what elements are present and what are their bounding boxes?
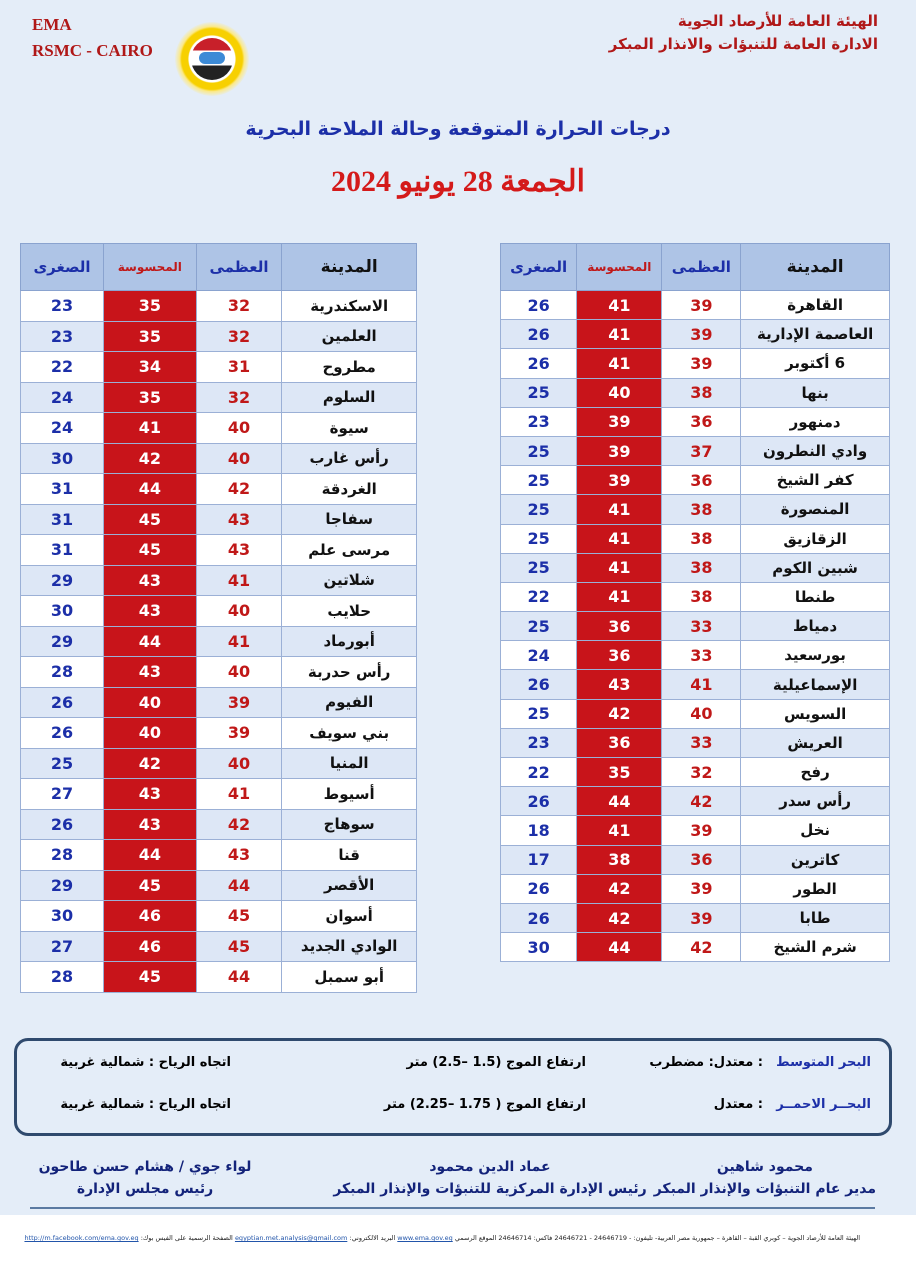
cell-city: دمياط (741, 612, 890, 641)
cell-feels: 35 (104, 291, 197, 322)
signature-name: محمود شاهين (716, 1159, 813, 1175)
cell-city: مطروح (282, 352, 417, 383)
cell-min: 29 (21, 565, 104, 596)
cell-max: 39 (662, 816, 741, 845)
cell-city: طنطا (741, 582, 890, 611)
cell-feels: 44 (104, 626, 197, 657)
cell-feels: 42 (104, 748, 197, 779)
cell-feels: 40 (104, 687, 197, 718)
cell-min: 24 (501, 641, 577, 670)
cell-city: الفيوم (282, 687, 417, 718)
cell-min: 26 (501, 787, 577, 816)
cell-min: 26 (21, 809, 104, 840)
table-row (501, 407, 890, 436)
col-max: العظمى (196, 244, 282, 291)
cell-max: 41 (196, 565, 282, 596)
cell-feels: 40 (577, 378, 662, 407)
cell-feels: 36 (577, 612, 662, 641)
table-row (501, 553, 890, 582)
cell-feels: 45 (104, 535, 197, 566)
cell-feels: 41 (577, 349, 662, 378)
cell-max: 40 (196, 748, 282, 779)
cell-feels: 35 (577, 758, 662, 787)
wave-height: ارتفاع الموج (1.5 –2.5) متر (406, 1055, 586, 1070)
cell-max: 39 (662, 320, 741, 349)
cell-feels: 41 (577, 291, 662, 320)
cell-feels: 42 (577, 903, 662, 932)
table-row (21, 718, 417, 749)
cell-city: أسوان (282, 901, 417, 932)
email-label: البريد الالكتروني: (349, 1234, 396, 1242)
divider (30, 1207, 875, 1209)
cell-min: 25 (501, 612, 577, 641)
table-row (21, 596, 417, 627)
footer-address: الهيئة العامة للأرصاد الجوية – كوبري القبة – القاهرة – جمهورية مصر العربية- تليفون: - 24646719 - 24646721 فاكس: 24646714 الموقع الرسمي (454, 1234, 860, 1242)
page-title: درجات الحرارة المتوقعة وحالة الملاحة البحرية (245, 118, 671, 140)
cell-feels: 43 (577, 670, 662, 699)
table-row (21, 901, 417, 932)
cell-city: سفاجا (282, 504, 417, 535)
cell-max: 33 (662, 728, 741, 757)
cell-min: 26 (501, 349, 577, 378)
table-row (21, 504, 417, 535)
table-row (21, 840, 417, 871)
sea-name: البحــر الاحمــر (776, 1097, 871, 1112)
table-row (21, 779, 417, 810)
table-row (21, 748, 417, 779)
signature-2 (320, 1156, 660, 1200)
cell-feels: 39 (577, 407, 662, 436)
table-row (501, 436, 890, 465)
table-row (501, 524, 890, 553)
cell-city: رفح (741, 758, 890, 787)
table-row (21, 809, 417, 840)
cell-city: أسيوط (282, 779, 417, 810)
cell-min: 30 (501, 933, 577, 962)
wind-direction: اتجاه الرياح : شمالية غربية (60, 1097, 231, 1112)
table-row (501, 903, 890, 932)
cell-max: 36 (662, 407, 741, 436)
ema-logo (175, 22, 249, 96)
cell-min: 23 (501, 728, 577, 757)
cell-city: نخل (741, 816, 890, 845)
table-row (501, 787, 890, 816)
sea-state: : معتدل (713, 1097, 763, 1112)
cell-min: 28 (21, 657, 104, 688)
temperature-table-left (20, 243, 417, 993)
cell-feels: 38 (577, 845, 662, 874)
cell-max: 38 (662, 378, 741, 407)
cell-min: 30 (21, 443, 104, 474)
email-link[interactable]: egyptian.met.analysis@gmail.com (234, 1234, 348, 1242)
footer-contact (24, 1234, 860, 1242)
website-link[interactable]: www.ema.gov.eg (397, 1234, 453, 1242)
cell-feels: 41 (577, 582, 662, 611)
cell-min: 28 (21, 840, 104, 871)
table-row (501, 349, 890, 378)
cell-min: 24 (21, 382, 104, 413)
cell-feels: 46 (104, 931, 197, 962)
cell-max: 40 (196, 596, 282, 627)
cell-feels: 41 (577, 495, 662, 524)
cell-max: 32 (196, 321, 282, 352)
org-line-1: الهيئة العامة للأرصاد الجوية (677, 12, 878, 30)
cell-max: 36 (662, 466, 741, 495)
table-row (21, 352, 417, 383)
cell-max: 42 (196, 474, 282, 505)
cell-city: قنا (282, 840, 417, 871)
cell-feels: 35 (104, 382, 197, 413)
cell-min: 26 (501, 291, 577, 320)
cell-feels: 44 (104, 474, 197, 505)
cell-feels: 42 (577, 874, 662, 903)
sea-row-mediterranean (35, 1055, 871, 1075)
cell-min: 25 (501, 436, 577, 465)
cell-city: الوادي الجديد (282, 931, 417, 962)
col-city: المدينة (282, 244, 417, 291)
cell-city: سيوة (282, 413, 417, 444)
cell-min: 26 (501, 874, 577, 903)
cell-max: 43 (196, 504, 282, 535)
cell-city: طابا (741, 903, 890, 932)
cell-max: 41 (196, 626, 282, 657)
cell-city: الإسماعيلية (741, 670, 890, 699)
col-feels: المحسوسة (577, 244, 662, 291)
cell-feels: 42 (577, 699, 662, 728)
cell-min: 31 (21, 474, 104, 505)
signature-1 (654, 1156, 876, 1200)
cell-max: 40 (196, 443, 282, 474)
org-line-2: الادارة العامة للتنبؤات والانذار المبكر (608, 35, 878, 53)
cell-city: 6 أكتوبر (741, 349, 890, 378)
cell-city: دمنهور (741, 407, 890, 436)
cell-feels: 40 (104, 718, 197, 749)
cell-max: 39 (662, 903, 741, 932)
wind-direction: اتجاه الرياح : شمالية غربية (60, 1055, 231, 1070)
table-row (501, 641, 890, 670)
cell-min: 24 (21, 413, 104, 444)
cell-feels: 41 (577, 816, 662, 845)
table-row (21, 962, 417, 993)
cell-min: 25 (501, 495, 577, 524)
cell-max: 38 (662, 582, 741, 611)
cell-max: 38 (662, 524, 741, 553)
cell-feels: 45 (104, 962, 197, 993)
cell-city: الطور (741, 874, 890, 903)
col-min: الصغرى (501, 244, 577, 291)
cell-feels: 43 (104, 809, 197, 840)
col-min: الصغرى (21, 244, 104, 291)
cell-max: 40 (662, 699, 741, 728)
cell-min: 26 (501, 903, 577, 932)
cell-min: 27 (21, 931, 104, 962)
table-row (501, 378, 890, 407)
cell-max: 33 (662, 612, 741, 641)
cell-city: كفر الشيخ (741, 466, 890, 495)
cell-city: أبورماد (282, 626, 417, 657)
cell-min: 22 (21, 352, 104, 383)
table-row (21, 657, 417, 688)
cell-max: 39 (662, 874, 741, 903)
cell-city: السلوم (282, 382, 417, 413)
cell-max: 39 (662, 349, 741, 378)
forecast-date: الجمعة 28 يونيو 2024 (331, 165, 585, 198)
cell-feels: 39 (577, 466, 662, 495)
cell-feels: 39 (577, 436, 662, 465)
table-row (21, 474, 417, 505)
table-row (21, 870, 417, 901)
cell-max: 41 (196, 779, 282, 810)
rsmc-text: RSMC - CAIRO (32, 41, 153, 60)
cell-feels: 44 (577, 933, 662, 962)
cell-min: 30 (21, 901, 104, 932)
cell-city: القاهرة (741, 291, 890, 320)
table-row (21, 413, 417, 444)
cell-city: المنصورة (741, 495, 890, 524)
cell-min: 22 (501, 758, 577, 787)
cell-min: 25 (501, 378, 577, 407)
cell-max: 39 (662, 291, 741, 320)
cell-city: رأس سدر (741, 787, 890, 816)
table-row (21, 687, 417, 718)
cell-city: شرم الشيخ (741, 933, 890, 962)
cell-min: 25 (501, 524, 577, 553)
cell-feels: 45 (104, 504, 197, 535)
cell-city: شبين الكوم (741, 553, 890, 582)
cell-min: 31 (21, 535, 104, 566)
table-row (21, 626, 417, 657)
cell-min: 23 (501, 407, 577, 436)
cell-max: 36 (662, 845, 741, 874)
cell-city: المنيا (282, 748, 417, 779)
cell-min: 25 (501, 699, 577, 728)
cell-city: الاسكندرية (282, 291, 417, 322)
table-row (501, 582, 890, 611)
cell-city: رأس حدربة (282, 657, 417, 688)
table-row (501, 816, 890, 845)
ema-label (32, 12, 153, 64)
cell-max: 32 (196, 291, 282, 322)
table-row (501, 758, 890, 787)
cell-max: 41 (662, 670, 741, 699)
col-feels: المحسوسة (104, 244, 197, 291)
cell-max: 39 (196, 718, 282, 749)
cell-feels: 43 (104, 779, 197, 810)
cell-feels: 45 (104, 870, 197, 901)
signature-title: مدير عام التنبؤات والإنذار المبكر (653, 1181, 876, 1197)
cell-max: 39 (196, 687, 282, 718)
cell-max: 40 (196, 657, 282, 688)
cell-city: رأس غارب (282, 443, 417, 474)
cell-city: الأقصر (282, 870, 417, 901)
table-row (501, 612, 890, 641)
table-row (501, 320, 890, 349)
sea-state: : معتدل: مضطرب (649, 1055, 763, 1070)
cell-city: الغردقة (282, 474, 417, 505)
cell-feels: 44 (577, 787, 662, 816)
cell-min: 25 (21, 748, 104, 779)
cell-max: 32 (196, 382, 282, 413)
cell-feels: 41 (577, 524, 662, 553)
sea-name: البحر المتوسط (776, 1055, 871, 1070)
cell-min: 28 (21, 962, 104, 993)
cell-feels: 35 (104, 321, 197, 352)
cell-city: العاصمة الإدارية (741, 320, 890, 349)
cell-max: 45 (196, 931, 282, 962)
cell-max: 32 (662, 758, 741, 787)
cell-city: كاترين (741, 845, 890, 874)
table-row (21, 565, 417, 596)
cell-min: 31 (21, 504, 104, 535)
cell-city: بني سويف (282, 718, 417, 749)
cell-min: 23 (21, 321, 104, 352)
table-row (21, 382, 417, 413)
cell-min: 25 (501, 466, 577, 495)
wave-height: ارتفاع الموج ( 1.75 –2.25) متر (383, 1097, 586, 1112)
cell-min: 23 (21, 291, 104, 322)
cell-max: 42 (196, 809, 282, 840)
cell-min: 26 (501, 670, 577, 699)
cell-city: العلمين (282, 321, 417, 352)
table-row (21, 321, 417, 352)
cell-max: 37 (662, 436, 741, 465)
sea-row-red-sea (35, 1097, 871, 1117)
cell-feels: 41 (577, 553, 662, 582)
cell-city: بنها (741, 378, 890, 407)
signature-title: رئيس الإدارة المركزية للتنبؤات والإنذار المبكر (333, 1181, 647, 1197)
cell-min: 22 (501, 582, 577, 611)
cell-max: 42 (662, 787, 741, 816)
table-row (501, 291, 890, 320)
signature-name: لواء جوي / هشام حسن طاحون (38, 1159, 252, 1175)
table-row (501, 728, 890, 757)
cell-city: الزقازيق (741, 524, 890, 553)
cell-max: 45 (196, 901, 282, 932)
table-row (501, 933, 890, 962)
cell-feels: 43 (104, 596, 197, 627)
table-row (501, 845, 890, 874)
cell-feels: 43 (104, 565, 197, 596)
cell-min: 26 (21, 718, 104, 749)
temperature-table-right (500, 243, 890, 962)
facebook-link[interactable]: http://m.facebook.com/ema.gov.eg (24, 1234, 139, 1242)
table-row (21, 535, 417, 566)
cell-feels: 41 (577, 320, 662, 349)
cell-max: 43 (196, 535, 282, 566)
cell-feels: 36 (577, 641, 662, 670)
cell-min: 26 (501, 320, 577, 349)
cell-feels: 46 (104, 901, 197, 932)
cell-city: سوهاج (282, 809, 417, 840)
cell-min: 27 (21, 779, 104, 810)
table-row (501, 466, 890, 495)
cell-max: 40 (196, 413, 282, 444)
signature-3 (30, 1156, 260, 1200)
table-row (21, 931, 417, 962)
cell-max: 42 (662, 933, 741, 962)
facebook-label: الصفحة الرسمية على الفيس بوك: (140, 1234, 233, 1242)
cell-city: بورسعيد (741, 641, 890, 670)
cell-feels: 36 (577, 728, 662, 757)
cell-max: 43 (196, 840, 282, 871)
table-row (501, 699, 890, 728)
cell-feels: 34 (104, 352, 197, 383)
cell-min: 18 (501, 816, 577, 845)
cell-city: مرسى علم (282, 535, 417, 566)
sea-state-box (14, 1038, 892, 1136)
cell-max: 33 (662, 641, 741, 670)
table-row (21, 291, 417, 322)
cell-city: شلاتين (282, 565, 417, 596)
signature-name: عماد الدين محمود (429, 1159, 551, 1175)
cell-feels: 44 (104, 840, 197, 871)
cell-city: العريش (741, 728, 890, 757)
cell-feels: 42 (104, 443, 197, 474)
table-row (501, 874, 890, 903)
col-max: العظمى (662, 244, 741, 291)
cell-max: 38 (662, 553, 741, 582)
cell-min: 25 (501, 553, 577, 582)
cell-city: وادي النطرون (741, 436, 890, 465)
cell-min: 30 (21, 596, 104, 627)
table-row (501, 495, 890, 524)
cell-city: السويس (741, 699, 890, 728)
cell-min: 29 (21, 870, 104, 901)
signature-title: رئيس مجلس الإدارة (76, 1181, 214, 1197)
ema-text: EMA (32, 15, 72, 34)
cell-max: 44 (196, 962, 282, 993)
cell-max: 38 (662, 495, 741, 524)
table-row (21, 443, 417, 474)
cell-min: 26 (21, 687, 104, 718)
cell-city: أبو سمبل (282, 962, 417, 993)
cell-city: حلايب (282, 596, 417, 627)
col-city: المدينة (741, 244, 890, 291)
cell-feels: 43 (104, 657, 197, 688)
cell-max: 31 (196, 352, 282, 383)
organization-name (609, 10, 878, 56)
cell-max: 44 (196, 870, 282, 901)
cell-feels: 41 (104, 413, 197, 444)
cell-min: 17 (501, 845, 577, 874)
table-row (501, 670, 890, 699)
cell-min: 29 (21, 626, 104, 657)
